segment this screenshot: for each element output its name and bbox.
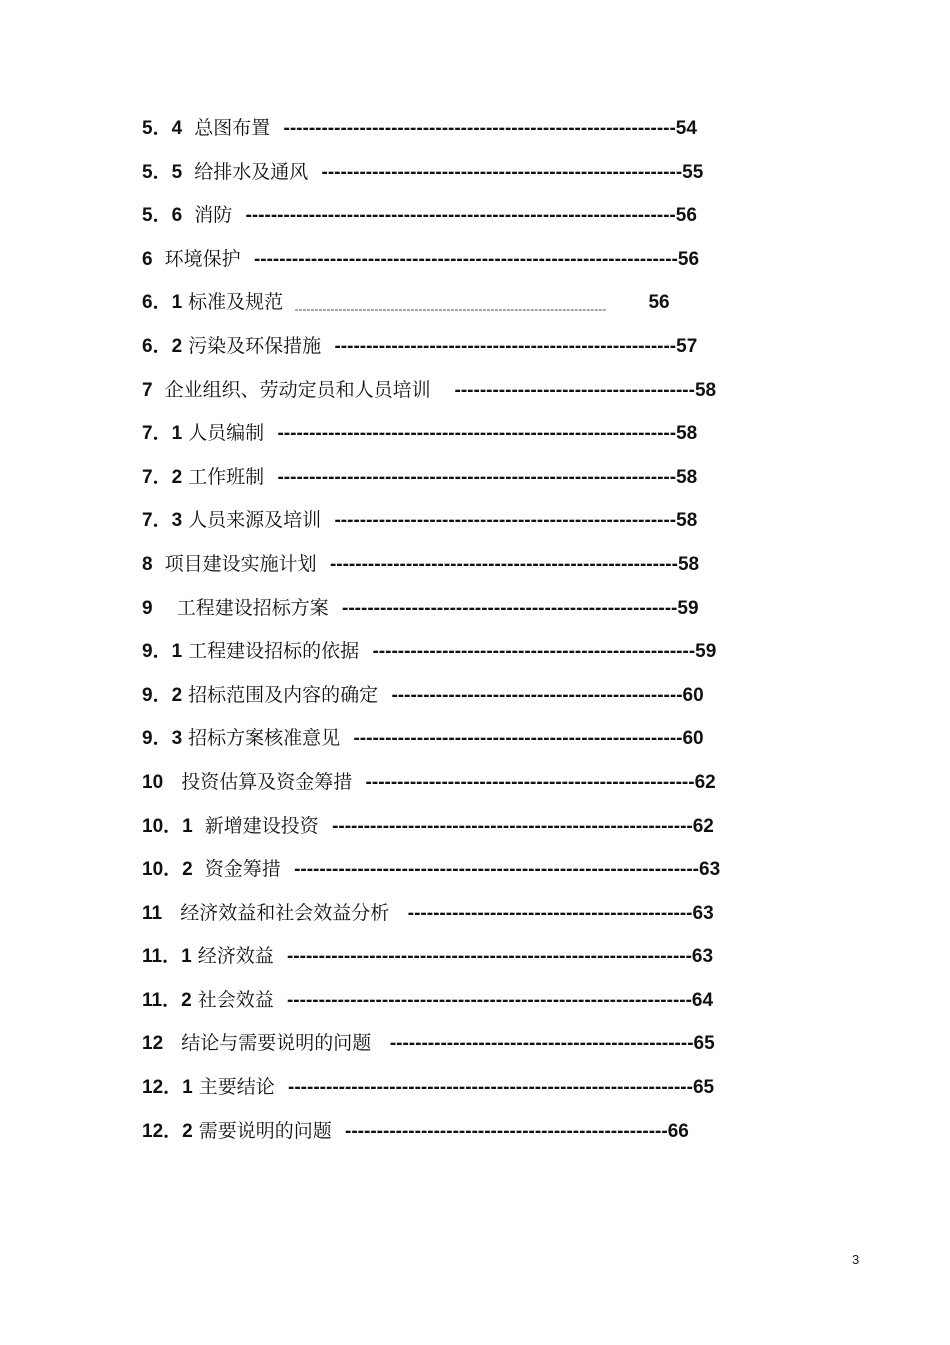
toc-section-number: 10．2 — [142, 859, 193, 881]
toc-dot-leader: --------------------------------------------------------- — [316, 161, 683, 183]
toc-dot-leader: ------------------------------------------------------ — [329, 335, 677, 357]
toc-section-title: 招标范围及内容的确定 — [182, 683, 379, 706]
toc-page-number: 58 — [676, 510, 698, 532]
toc-section-number: 10．1 — [142, 815, 193, 837]
toc-dot-leader: --------------------------------------------------- — [367, 641, 696, 663]
toc-section-number: 9．3 — [142, 728, 183, 750]
toc-page-number: 56 — [677, 248, 700, 270]
toc-dot-leader: ----------------------------------------------------- — [336, 597, 678, 619]
toc-page-number: 58 — [694, 379, 717, 401]
toc-page-number: 59 — [695, 641, 717, 663]
toc-section-title: 经济效益和社会效益分析 — [162, 901, 390, 924]
toc-page-number: 62 — [694, 771, 716, 793]
toc-page-number: 55 — [682, 161, 704, 183]
toc-entry[interactable] — [142, 462, 782, 506]
toc-entry[interactable] — [142, 157, 782, 201]
toc-section-number: 11．2 — [142, 989, 192, 1011]
toc-entry[interactable] — [142, 636, 782, 680]
toc-section-number: 7．2 — [142, 466, 183, 488]
toc-entry[interactable] — [142, 287, 782, 331]
toc-section-number: 12．2 — [142, 1120, 193, 1142]
toc-section-title: 新增建设投资 — [192, 814, 319, 837]
toc-dot-leader: ------------------------------------------------ — [379, 1033, 694, 1055]
toc-page-number: 60 — [682, 728, 704, 750]
toc-section-title: 投资估算及资金筹措 — [163, 770, 353, 793]
toc-page-number: 65 — [693, 1033, 715, 1055]
toc-entry[interactable] — [142, 113, 782, 157]
toc-section-number: 11．1 — [142, 946, 192, 968]
toc-dot-leader: ------------------------------------------------------------------- — [248, 248, 678, 270]
toc-section-number: 11 — [142, 902, 163, 924]
toc-section-number: 12．1 — [142, 1077, 193, 1099]
toc-section-title: 企业组织、劳动定员和人员培训 — [152, 378, 431, 401]
table-of-contents — [142, 113, 782, 1159]
toc-dot-leader: ------------------------------------------------------ — [329, 510, 677, 532]
toc-page-number: 64 — [691, 989, 714, 1011]
toc-dot-leader: ---------------------------------------------- — [386, 684, 683, 706]
toc-page-number: 66 — [667, 1120, 689, 1142]
toc-section-title: 人员编制 — [182, 422, 265, 445]
toc-section-number: 6．2 — [142, 335, 183, 357]
toc-entry[interactable] — [142, 854, 782, 898]
toc-page-number: 65 — [692, 1077, 715, 1099]
toc-section-title: 总图布置 — [182, 117, 271, 139]
toc-section-number: 8 — [142, 553, 153, 575]
toc-dot-leader: --------------------------------------------------- — [339, 1120, 668, 1142]
toc-dot-leader: ------------------------------------------------------------------------------ — [291, 302, 607, 317]
toc-section-title: 工作班制 — [182, 465, 265, 488]
toc-entry[interactable] — [142, 505, 782, 549]
toc-section-title: 给排水及通风 — [182, 160, 309, 183]
toc-entry[interactable] — [142, 1028, 782, 1072]
toc-section-title: 标准及规范 — [182, 291, 284, 314]
toc-entry[interactable] — [142, 723, 782, 767]
toc-dot-leader: -------------------------------------- — [438, 379, 695, 401]
toc-section-title: 主要结论 — [192, 1076, 275, 1099]
toc-entry[interactable] — [142, 941, 782, 985]
toc-section-number: 5．6 — [142, 205, 183, 227]
toc-page-number: 63 — [692, 902, 714, 924]
toc-page-number: 54 — [675, 118, 697, 139]
toc-section-title: 结论与需要说明的问题 — [163, 1032, 372, 1055]
toc-dot-leader: --------------------------------------------------------------- — [272, 423, 677, 445]
footer-page-number: 3 — [852, 1252, 860, 1267]
toc-page-number: 63 — [691, 946, 714, 968]
toc-entry[interactable] — [142, 767, 782, 811]
toc-section-title: 经济效益 — [191, 945, 274, 968]
toc-page-number: 58 — [676, 466, 698, 488]
toc-section-title: 消防 — [182, 204, 233, 227]
toc-page-number: 58 — [677, 553, 700, 575]
toc-dot-leader: ---------------------------------------------------------------- — [281, 946, 692, 968]
toc-entry[interactable] — [142, 985, 782, 1029]
toc-entry[interactable] — [142, 898, 782, 942]
toc-section-title: 人员来源及培训 — [182, 509, 322, 532]
toc-section-title: 项目建设实施计划 — [152, 552, 317, 575]
toc-page-number: 58 — [676, 423, 698, 445]
toc-dot-leader: -------------------------------------------------------------- — [278, 118, 676, 139]
toc-section-title: 社会效益 — [191, 988, 274, 1011]
toc-page-number: 59 — [677, 597, 699, 619]
toc-entry[interactable] — [142, 418, 782, 462]
toc-section-title: 污染及环保措施 — [182, 334, 322, 357]
toc-section-number: 9．1 — [142, 641, 183, 663]
toc-page-number: 56 — [675, 205, 697, 227]
toc-entry[interactable] — [142, 200, 782, 244]
toc-dot-leader: --------------------------------------------------------------- — [272, 466, 677, 488]
toc-entry[interactable] — [142, 680, 782, 724]
toc-section-title: 需要说明的问题 — [192, 1119, 332, 1142]
toc-dot-leader: --------------------------------------------- — [397, 902, 693, 924]
toc-dot-leader: ------------------------------------------------------- — [324, 553, 678, 575]
toc-entry[interactable] — [142, 244, 782, 288]
toc-page-number: 57 — [676, 335, 698, 357]
toc-section-title: 资金筹措 — [192, 858, 281, 881]
toc-page-number: 62 — [692, 815, 714, 837]
toc-dot-leader: ---------------------------------------------------------------- — [281, 989, 692, 1011]
toc-entry[interactable] — [142, 375, 782, 419]
toc-section-number: 9 — [142, 597, 153, 619]
toc-dot-leader: -------------------------------------------------------------------- — [240, 205, 676, 227]
toc-section-number: 5．5 — [142, 161, 183, 183]
toc-section-number: 5．4 — [142, 118, 183, 139]
toc-section-number: 7．3 — [142, 510, 183, 532]
toc-section-number: 12 — [142, 1033, 164, 1055]
toc-page-number: 60 — [682, 684, 704, 706]
toc-entry[interactable] — [142, 331, 782, 375]
toc-dot-leader: ---------------------------------------------------------------- — [288, 859, 700, 881]
toc-page-number: 63 — [699, 859, 721, 881]
toc-page-number: 56 — [606, 292, 670, 314]
toc-section-number: 10 — [142, 771, 164, 793]
toc-dot-leader: --------------------------------------------------------- — [326, 815, 693, 837]
toc-dot-leader: ---------------------------------------------------- — [360, 771, 695, 793]
toc-section-title: 环境保护 — [152, 247, 241, 270]
toc-section-number: 9．2 — [142, 684, 183, 706]
toc-dot-leader: ---------------------------------------------------------------- — [282, 1077, 693, 1099]
toc-dot-leader: ---------------------------------------------------- — [348, 728, 683, 750]
toc-entry[interactable] — [142, 1072, 782, 1116]
toc-section-number: 7 — [142, 379, 153, 401]
toc-entry[interactable] — [142, 811, 782, 855]
toc-section-title: 招标方案核准意见 — [182, 727, 341, 750]
toc-section-title: 工程建设招标的依据 — [182, 640, 360, 663]
toc-section-number: 6．1 — [142, 292, 183, 314]
toc-entry[interactable] — [142, 549, 782, 593]
toc-entry[interactable] — [142, 1116, 782, 1160]
toc-section-number: 6 — [142, 248, 153, 270]
toc-section-title: 工程建设招标方案 — [152, 596, 329, 619]
toc-section-number: 7．1 — [142, 423, 183, 445]
toc-entry[interactable] — [142, 593, 782, 637]
